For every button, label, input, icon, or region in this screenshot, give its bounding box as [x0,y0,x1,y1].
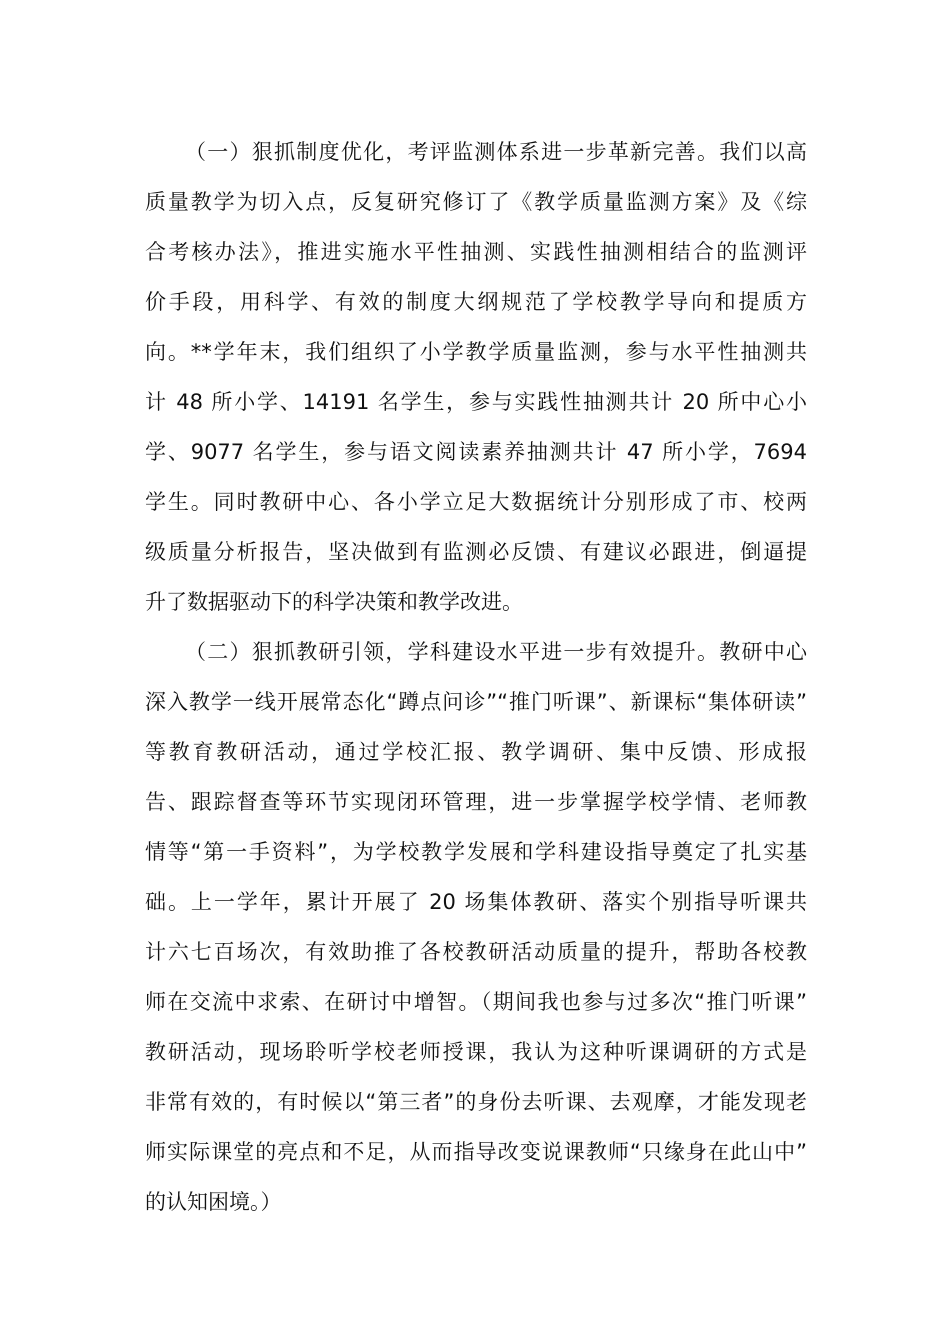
paragraph-line: 计 48 所小学、14191 名学生，参与实践性抽测共计 20 所中心小 [145,390,807,414]
paragraph-institution-optimization [145,127,807,627]
paragraph-line: 等教育教研活动，通过学校汇报、教学调研、集中反馈、形成报 [145,740,807,764]
paragraph-teaching-research [145,627,807,1227]
paragraph-line: 学生。同时教研中心、各小学立足大数据统计分别形成了市、校两 [145,490,807,514]
paragraph-line: 升了数据驱动下的科学决策和教学改进。 [145,590,523,614]
document-body [145,127,807,1227]
paragraph-line: 师在交流中求索、在研讨中增智。（期间我也参与过多次“推门听课” [145,990,807,1014]
paragraph-line: 的认知困境。） [145,1190,282,1214]
paragraph-line: 非常有效的，有时候以“第三者”的身份去听课、去观摩，才能发现老 [145,1090,807,1114]
paragraph-line: 础。上一学年，累计开展了 20 场集体教研、落实个别指导听课共 [145,890,807,914]
paragraph-line: 告、跟踪督查等环节实现闭环管理，进一步掌握学校学情、老师教 [145,790,807,814]
paragraph-line: 合考核办法》，推进实施水平性抽测、实践性抽测相结合的监测评 [145,240,807,264]
paragraph-line: （二）狠抓教研引领，学科建设水平进一步有效提升。教研中心 [185,640,807,664]
paragraph-line: 质量教学为切入点，反复研究修订了《教学质量监测方案》及《综 [145,190,807,214]
paragraph-line: 向。**学年末，我们组织了小学教学质量监测，参与水平性抽测共 [145,340,807,364]
paragraph-line: 深入教学一线开展常态化“蹲点问诊”“推门听课”、新课标“集体研读” [145,690,807,714]
paragraph-line: 计六七百场次，有效助推了各校教研活动质量的提升，帮助各校教 [145,940,807,964]
paragraph-line: 级质量分析报告，坚决做到有监测必反馈、有建议必跟进，倒逼提 [145,540,807,564]
paragraph-line: 教研活动，现场聆听学校老师授课，我认为这种听课调研的方式是 [145,1040,807,1064]
paragraph-line: 学、9077 名学生，参与语文阅读素养抽测共计 47 所小学，7694 [145,440,807,464]
paragraph-line: 价手段，用科学、有效的制度大纲规范了学校教学导向和提质方 [145,290,807,314]
paragraph-line: 情等“第一手资料”，为学校教学发展和学科建设指导奠定了扎实基 [145,840,807,864]
paragraph-line: 师实际课堂的亮点和不足，从而指导改变说课教师“只缘身在此山中” [145,1140,807,1164]
paragraph-line: （一）狠抓制度优化，考评监测体系进一步革新完善。我们以高 [185,140,807,164]
